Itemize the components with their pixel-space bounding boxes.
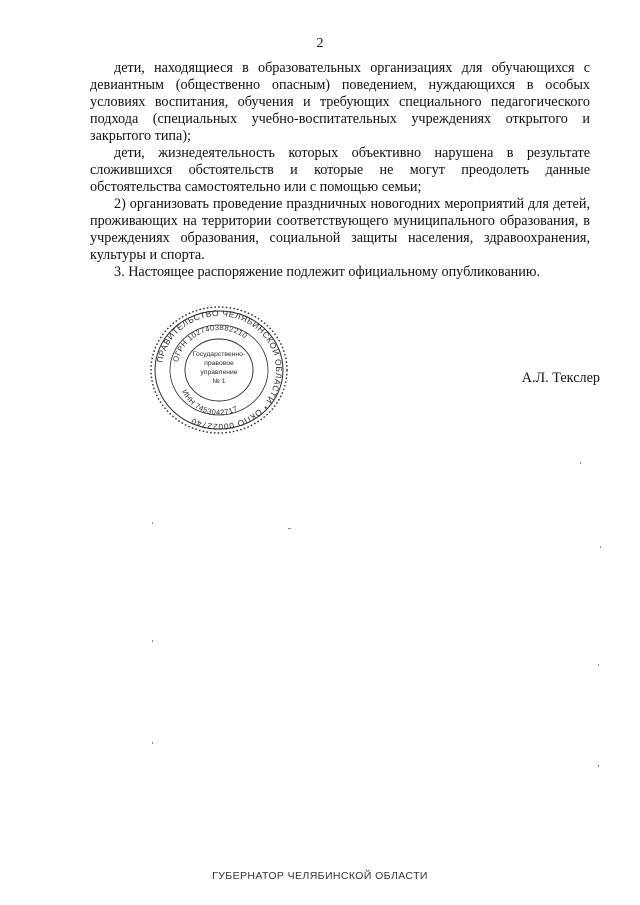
letterhead-footer: ГУБЕРНАТОР ЧЕЛЯБИНСКОЙ ОБЛАСТИ [212,870,428,882]
paragraph-publication: 3. Настоящее распоряжение подлежит официальному опубликованию. [114,264,541,280]
page-number: 2 [316,36,324,51]
document-body [90,60,590,281]
seal-outer-text: ПРАВИТЕЛЬСТВО ЧЕЛЯБИНСКОЙ ОБЛАСТИ * ОКПО 00022740 [154,307,285,433]
scan-speck [152,522,153,524]
paragraph-new-year-events: 2) организовать проведение праздничных новогодних мероприятий для детей, проживающих на территории соответствующего муниципального образования, в учреждениях образования, социальной защиты населения, здравоохранения, культуры и спорта. [90,196,590,263]
seal-center-line-4: № 1 [212,378,226,385]
scan-speck [600,546,601,548]
seal-ogrn-text: ОГРН 1027403882210 [170,322,250,363]
paragraph-difficult-circumstances: дети, жизнедеятельность которых объективно нарушена в результате сложившихся обстоятельств и которые не могут преодолеть данные обстоятельства самостоятельно или с помощью семьи; [90,145,590,195]
scan-speck [152,742,153,744]
seal-center-line-3: управление [200,369,238,376]
scan-speck [152,640,153,642]
seal-center-line-2: правовое [204,360,234,367]
seal-inn-text: ИНН 7453042717 [180,388,240,418]
official-seal [148,305,290,435]
paragraph-deviant-children: дети, находящиеся в образовательных организациях для обучающихся с девиантным (общественно опасным) поведением, нуждающихся в особых условиях воспитания, обучения и требующих специального педагогического подхода (специальных учебно-воспитательных учреждениях открытого и закрытого типа); [90,60,590,144]
seal-center-line-1: Государственно- [192,351,246,358]
scan-speck [598,664,599,666]
scan-speck [580,462,581,464]
scan-speck [288,528,291,529]
scan-speck [598,765,599,767]
signatory-name: А.Л. Текслер [521,370,600,386]
